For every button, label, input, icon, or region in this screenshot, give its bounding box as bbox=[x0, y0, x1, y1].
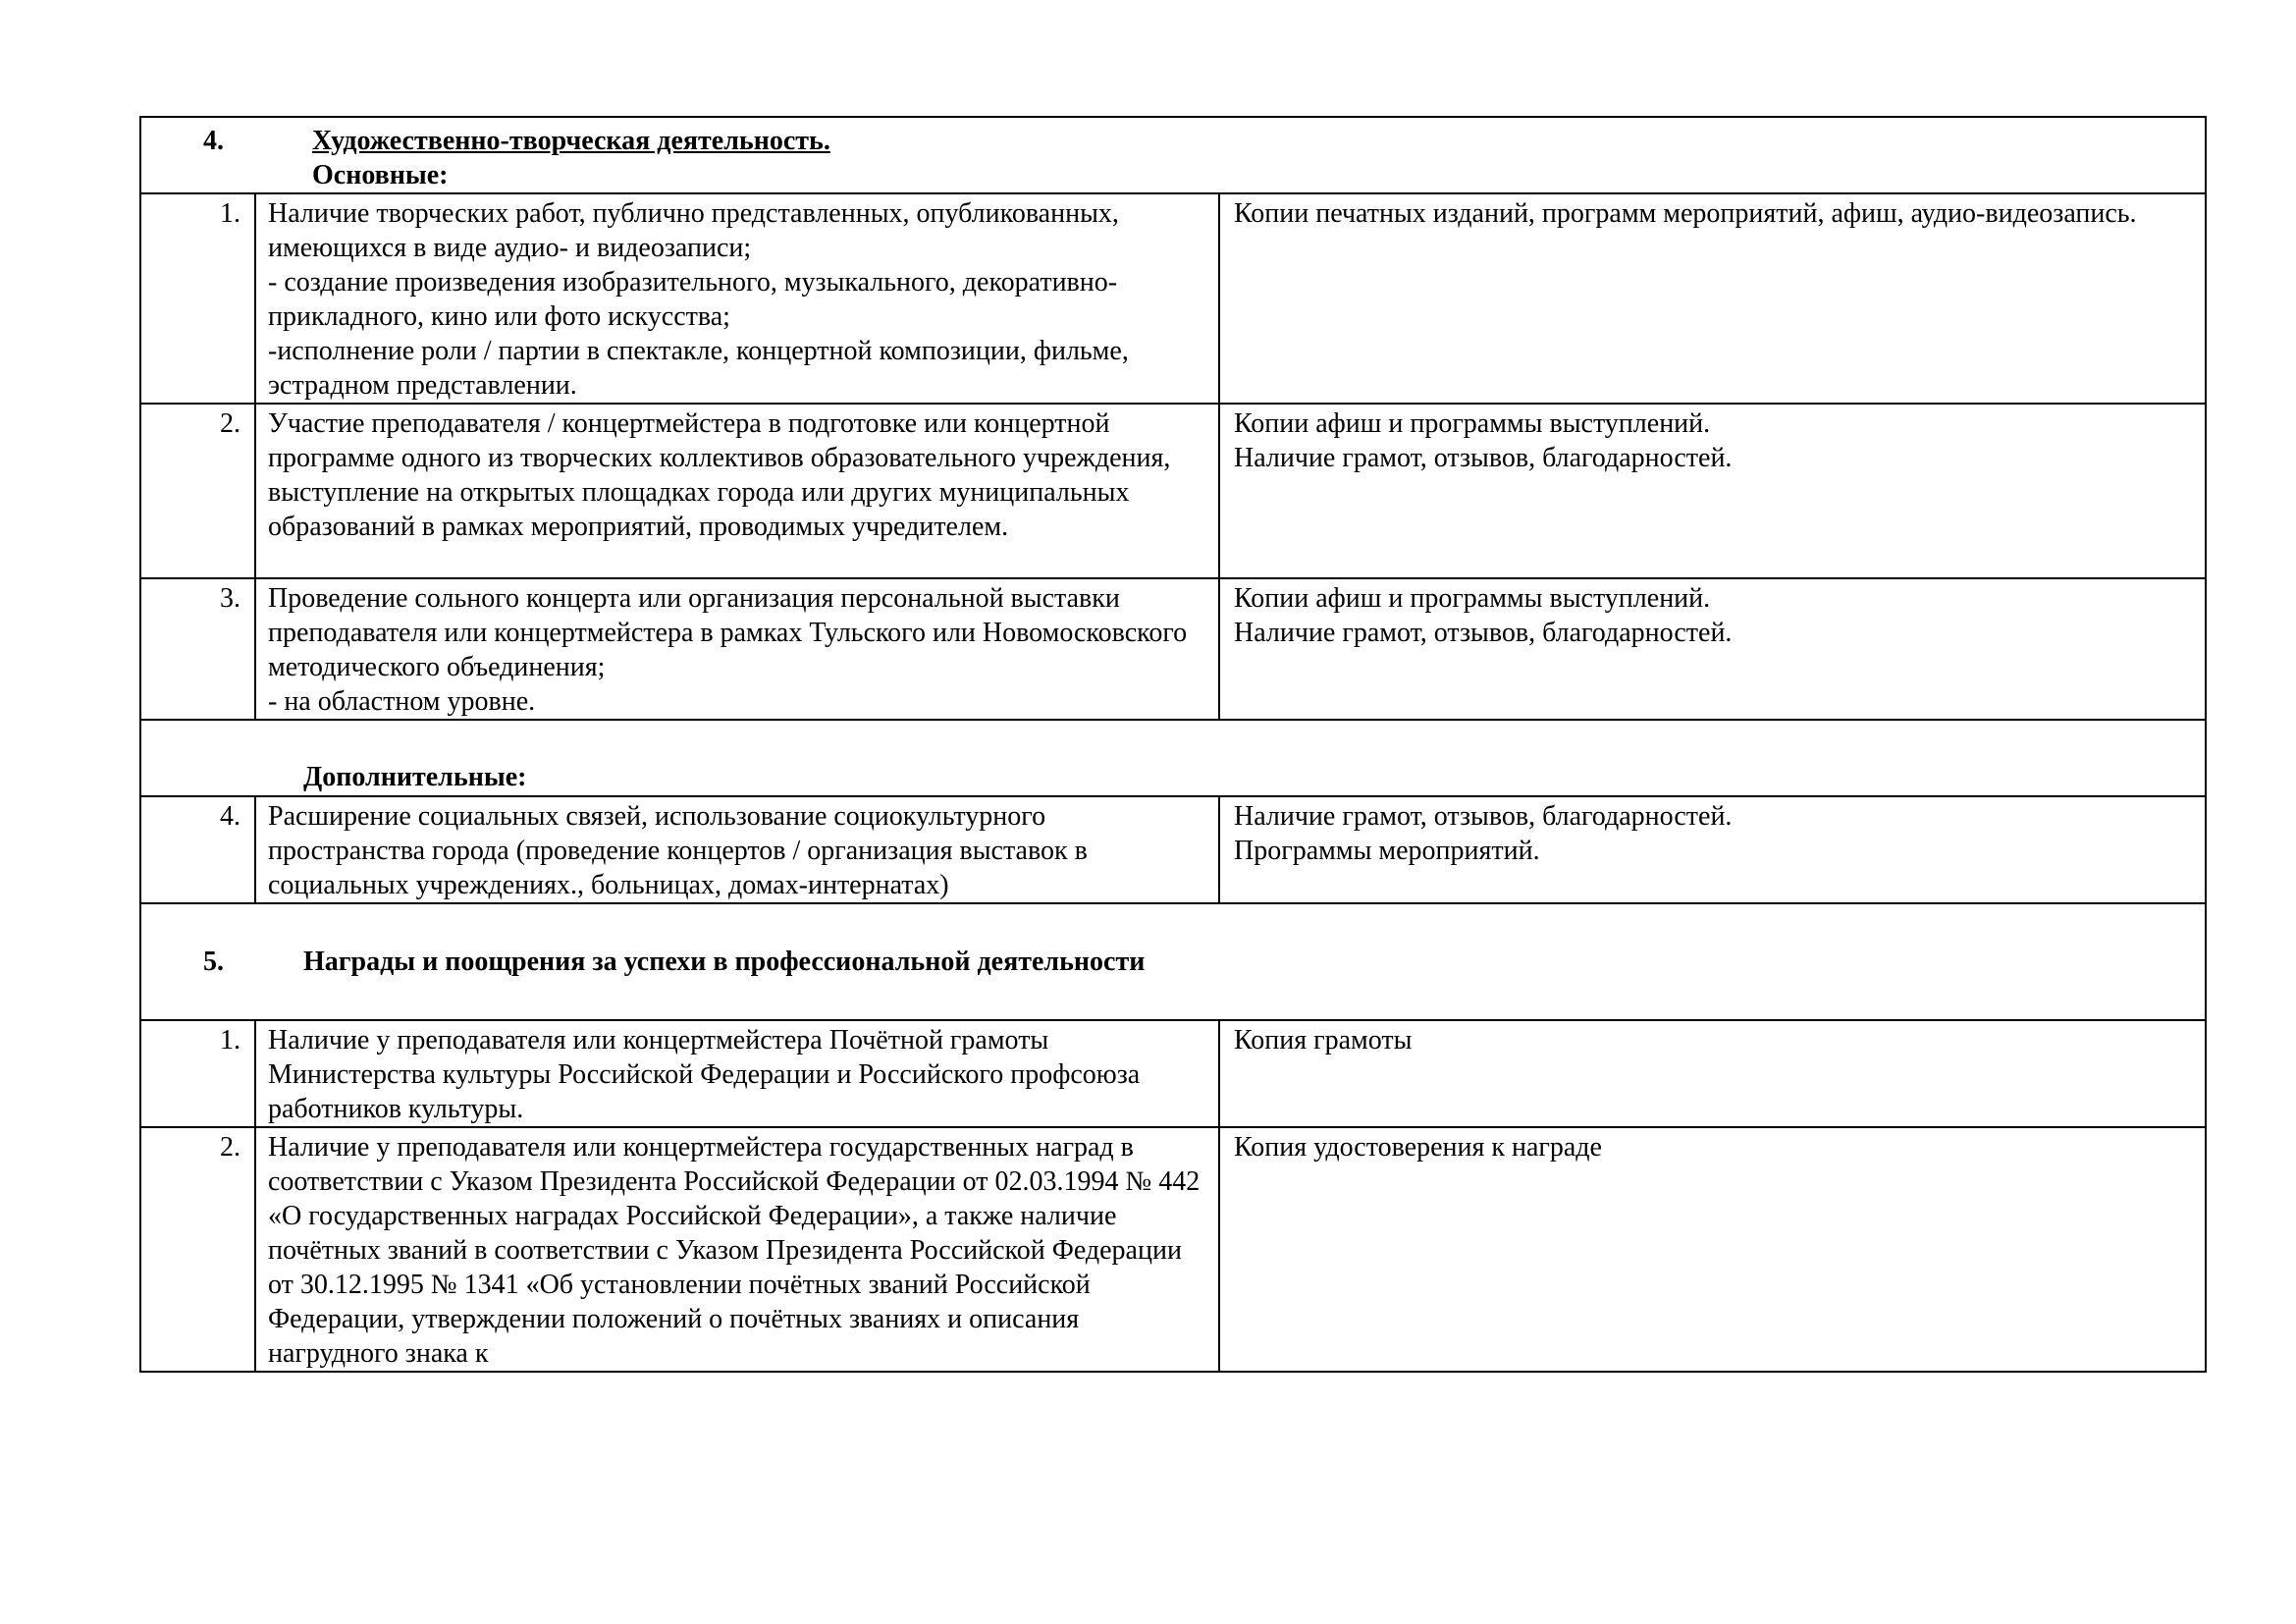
criterion-text: Проведение сольного концерта или организация персональной выставки преподавателя или концертмейстера в рамках Тульского или Новомосковского методического объединения; - на областном уровне. bbox=[255, 578, 1219, 720]
row-number: 4. bbox=[140, 796, 255, 903]
confirming-documents: Копии печатных изданий, программ мероприятий, афиш, аудио-видеозапись. bbox=[1219, 193, 2206, 404]
criterion-text: Наличие творческих работ, публично представленных, опубликованных, имеющихся в виде аудио- и видеозаписи; - создание произведения изобразительного, музыкального, декоративно-прикладного, кино или фото искусства; -исполнение роли / партии в спектакле, концертной композиции, фильме, эстрадном представлении. bbox=[255, 193, 1219, 404]
section-4-title: Художественно-творческая деятельность. bbox=[312, 126, 830, 156]
criterion-text: Наличие у преподавателя или концертмейстера Почётной грамоты Министерства культуры Российской Федерации и Российского профсоюза работников культуры. bbox=[255, 1020, 1219, 1127]
section-5-number: 5. bbox=[203, 947, 224, 977]
row-number: 2. bbox=[140, 1127, 255, 1372]
section-4-number: 4. bbox=[203, 126, 224, 156]
additional-criteria-label: Дополнительные: bbox=[303, 762, 527, 792]
table-row bbox=[140, 578, 2206, 720]
confirming-documents: Наличие грамот, отзывов, благодарностей. Программы мероприятий. bbox=[1219, 796, 2206, 903]
confirming-documents: Копия грамоты bbox=[1219, 1020, 2206, 1127]
criterion-text: Расширение социальных связей, использование социокультурного пространства города (проведение концертов / организация выставок в социальных учреждениях., больницах, домах-интернатах) bbox=[255, 796, 1219, 903]
criterion-text: Участие преподавателя / концертмейстера в подготовке или концертной программе одного из творческих коллективов образовательного учреждения, выступление на открытых площадках города или других муниципальных образований в рамках мероприятий, проводимых учредителем. bbox=[255, 404, 1219, 578]
table-row bbox=[140, 193, 2206, 404]
criteria-table bbox=[139, 116, 2207, 1373]
table-row bbox=[140, 1127, 2206, 1372]
table-row bbox=[140, 404, 2206, 578]
main-criteria-label: Основные: bbox=[312, 160, 449, 190]
confirming-documents: Копии афиш и программы выступлений. Наличие грамот, отзывов, благодарностей. bbox=[1219, 578, 2206, 720]
confirming-documents: Копии афиш и программы выступлений. Наличие грамот, отзывов, благодарностей. bbox=[1219, 404, 2206, 578]
row-number: 2. bbox=[140, 404, 255, 578]
table-row bbox=[140, 1020, 2206, 1127]
row-number: 3. bbox=[140, 578, 255, 720]
row-number: 1. bbox=[140, 1020, 255, 1127]
section-5-header-row bbox=[140, 903, 2206, 1020]
confirming-documents: Копия удостоверения к награде bbox=[1219, 1127, 2206, 1372]
additional-header-row bbox=[140, 720, 2206, 796]
row-number: 1. bbox=[140, 193, 255, 404]
section-4-header-row bbox=[140, 117, 2206, 193]
criterion-text: Наличие у преподавателя или концертмейстера государственных наград в соответствии с Указом Президента Российской Федерации от 02.03.1994 № 442 «О государственных наградах Российской Федерации», а также наличие почётных званий в соответствии с Указом Президента Российской Федерации от 30.12.1995 № 1341 «Об установлении почётных званий Российской Федерации, утверждении положений о почётных званиях и описания нагрудного знака к bbox=[255, 1127, 1219, 1372]
table-row bbox=[140, 796, 2206, 903]
section-5-title: Награды и поощрения за успехи в профессиональной деятельности bbox=[303, 947, 1146, 977]
